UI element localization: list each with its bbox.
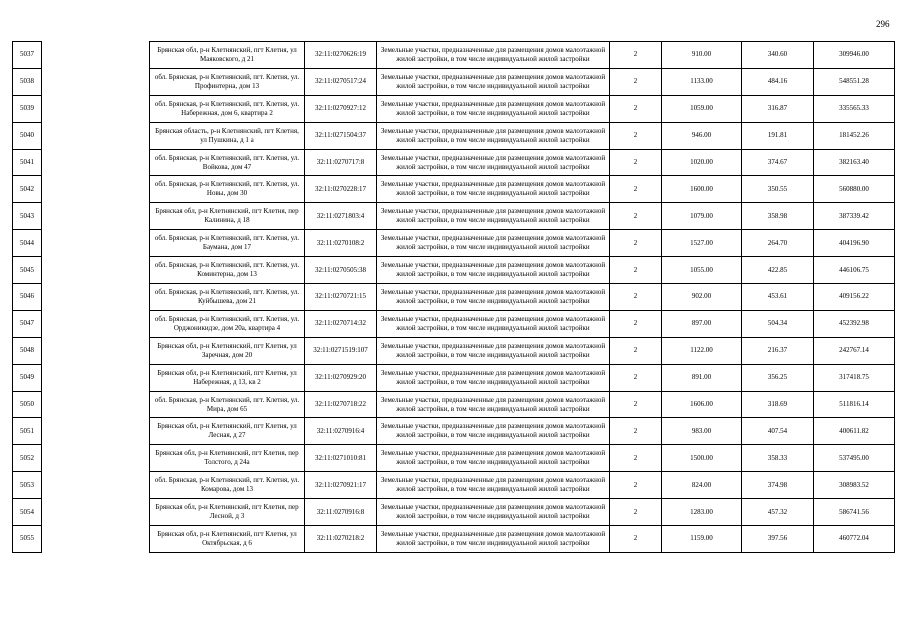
table-row [13,203,895,230]
page-number: 296 [876,19,890,29]
unit-value-cell: 358.33 [742,445,814,472]
unit-value-cell: 422.85 [742,257,814,284]
unit-value-cell: 191.81 [742,122,814,149]
table-row [13,68,895,95]
row-number-cell: 5046 [13,284,42,311]
area-cell: 1500.00 [662,445,742,472]
spacer-cell [42,499,150,526]
row-number-cell: 5053 [13,472,42,499]
row-number-cell: 5043 [13,203,42,230]
spacer-cell [42,203,150,230]
spacer-cell [42,284,150,311]
cadastral-value-cell: 560880.00 [814,176,895,203]
row-number-cell: 5042 [13,176,42,203]
row-number-cell: 5045 [13,257,42,284]
spacer-cell [42,68,150,95]
address-cell: обл. Брянская, р-н Клетнянский, пгт. Клетня, ул. Коминтерна, дом 13 [150,257,305,284]
group-cell: 2 [610,445,662,472]
permitted-use-cell: Земельные участки, предназначенные для размещения домов малоэтажной жилой застройки, в том числе индивидуальной жилой застройки [377,95,610,122]
cadastral-number-cell: 32:11:0270927:12 [305,95,377,122]
address-cell: Брянская обл, р-н Клетнянский, пгт Клетня, пер Лесной, д 3 [150,499,305,526]
row-number-cell: 5044 [13,230,42,257]
row-number-cell: 5054 [13,499,42,526]
table-row [13,95,895,122]
group-cell: 2 [610,149,662,176]
group-cell: 2 [610,68,662,95]
unit-value-cell: 318.69 [742,391,814,418]
area-cell: 1055.00 [662,257,742,284]
cadastral-value-cell: 586741.56 [814,499,895,526]
cadastral-value-cell: 382163.40 [814,149,895,176]
cadastral-value-cell: 400611.82 [814,418,895,445]
unit-value-cell: 504.34 [742,310,814,337]
area-cell: 1059.00 [662,95,742,122]
permitted-use-cell: Земельные участки, предназначенные для размещения домов малоэтажной жилой застройки, в том числе индивидуальной жилой застройки [377,418,610,445]
table-row [13,337,895,364]
table-row [13,42,895,69]
area-cell: 1606.00 [662,391,742,418]
spacer-cell [42,95,150,122]
table-row [13,391,895,418]
unit-value-cell: 340.60 [742,42,814,69]
cadastral-number-cell: 32:11:0270714:32 [305,310,377,337]
table-row [13,176,895,203]
row-number-cell: 5039 [13,95,42,122]
table-row [13,122,895,149]
group-cell: 2 [610,42,662,69]
table-row [13,310,895,337]
cadastral-value-cell: 242767.14 [814,337,895,364]
permitted-use-cell: Земельные участки, предназначенные для размещения домов малоэтажной жилой застройки, в том числе индивидуальной жилой застройки [377,364,610,391]
permitted-use-cell: Земельные участки, предназначенные для размещения домов малоэтажной жилой застройки, в том числе индивидуальной жилой застройки [377,122,610,149]
permitted-use-cell: Земельные участки, предназначенные для размещения домов малоэтажной жилой застройки, в том числе индивидуальной жилой застройки [377,499,610,526]
cadastral-number-cell: 32:11:0271803:4 [305,203,377,230]
table-row [13,445,895,472]
unit-value-cell: 216.37 [742,337,814,364]
row-number-cell: 5041 [13,149,42,176]
permitted-use-cell: Земельные участки, предназначенные для размещения домов малоэтажной жилой застройки, в том числе индивидуальной жилой застройки [377,526,610,553]
table-row [13,149,895,176]
row-number-cell: 5037 [13,42,42,69]
cadastral-value-cell: 404196.90 [814,230,895,257]
spacer-cell [42,391,150,418]
cadastral-number-cell: 32:11:0271519:107 [305,337,377,364]
address-cell: обл. Брянская, р-н Клетнянский, пгт. Клетня, ул. Новы, дом 30 [150,176,305,203]
address-cell: Брянская обл, р-н Клетнянский, пгт Клетня, ул Заречная, дом 20 [150,337,305,364]
address-cell: Брянская обл, р-н Клетнянский, пгт Клетня, ул Октябрьская, д 6 [150,526,305,553]
row-number-cell: 5038 [13,68,42,95]
permitted-use-cell: Земельные участки, предназначенные для размещения домов малоэтажной жилой застройки, в том числе индивидуальной жилой застройки [377,203,610,230]
permitted-use-cell: Земельные участки, предназначенные для размещения домов малоэтажной жилой застройки, в том числе индивидуальной жилой застройки [377,68,610,95]
row-number-cell: 5048 [13,337,42,364]
spacer-cell [42,42,150,69]
table-row [13,418,895,445]
permitted-use-cell: Земельные участки, предназначенные для размещения домов малоэтажной жилой застройки, в том числе индивидуальной жилой застройки [377,391,610,418]
spacer-cell [42,230,150,257]
spacer-cell [42,337,150,364]
cadastral-value-cell: 181452.26 [814,122,895,149]
cadastral-number-cell: 32:11:0270108:2 [305,230,377,257]
permitted-use-cell: Земельные участки, предназначенные для размещения домов малоэтажной жилой застройки, в том числе индивидуальной жилой застройки [377,445,610,472]
group-cell: 2 [610,284,662,311]
spacer-cell [42,472,150,499]
address-cell: Брянская область, р-н Клетнянский, пгт Клетня, ул Пушкина, д 1 а [150,122,305,149]
unit-value-cell: 453.61 [742,284,814,311]
address-cell: Брянская обл, р-н Клетнянский, пгт Клетня, пер Толстого, д 24а [150,445,305,472]
cadastral-number-cell: 32:11:0270721:15 [305,284,377,311]
permitted-use-cell: Земельные участки, предназначенные для размещения домов малоэтажной жилой застройки, в том числе индивидуальной жилой застройки [377,472,610,499]
area-cell: 946.00 [662,122,742,149]
row-number-cell: 5040 [13,122,42,149]
address-cell: обл. Брянская, р-н Клетнянский, пгт. Клетня, ул. Комарова, дом 13 [150,472,305,499]
land-plot-table [12,41,895,553]
group-cell: 2 [610,472,662,499]
cadastral-number-cell: 32:11:0270718:22 [305,391,377,418]
area-cell: 902.00 [662,284,742,311]
cadastral-value-cell: 335565.33 [814,95,895,122]
unit-value-cell: 457.32 [742,499,814,526]
cadastral-value-cell: 460772.04 [814,526,895,553]
table-row [13,284,895,311]
unit-value-cell: 374.67 [742,149,814,176]
spacer-cell [42,418,150,445]
group-cell: 2 [610,176,662,203]
spacer-cell [42,445,150,472]
spacer-cell [42,310,150,337]
group-cell: 2 [610,364,662,391]
group-cell: 2 [610,418,662,445]
cadastral-number-cell: 32:11:0271504:37 [305,122,377,149]
spacer-cell [42,526,150,553]
row-number-cell: 5051 [13,418,42,445]
group-cell: 2 [610,337,662,364]
permitted-use-cell: Земельные участки, предназначенные для размещения домов малоэтажной жилой застройки, в том числе индивидуальной жилой застройки [377,176,610,203]
unit-value-cell: 264.70 [742,230,814,257]
cadastral-number-cell: 32:11:0270916:4 [305,418,377,445]
row-number-cell: 5047 [13,310,42,337]
unit-value-cell: 407.54 [742,418,814,445]
spacer-cell [42,257,150,284]
unit-value-cell: 356.25 [742,364,814,391]
spacer-cell [42,149,150,176]
unit-value-cell: 484.16 [742,68,814,95]
permitted-use-cell: Земельные участки, предназначенные для размещения домов малоэтажной жилой застройки, в том числе индивидуальной жилой застройки [377,310,610,337]
area-cell: 891.00 [662,364,742,391]
group-cell: 2 [610,499,662,526]
table-row [13,257,895,284]
area-cell: 910.00 [662,42,742,69]
table-row [13,230,895,257]
group-cell: 2 [610,391,662,418]
table-row [13,526,895,553]
address-cell: Брянская обл, р-н Клетнянский, пгт Клетня, пер Калинина, д 18 [150,203,305,230]
cadastral-value-cell: 511816.14 [814,391,895,418]
area-cell: 983.00 [662,418,742,445]
cadastral-value-cell: 409156.22 [814,284,895,311]
spacer-cell [42,364,150,391]
area-cell: 1283.00 [662,499,742,526]
cadastral-value-cell: 537495.00 [814,445,895,472]
row-number-cell: 5052 [13,445,42,472]
cadastral-number-cell: 32:11:0270916:8 [305,499,377,526]
area-cell: 824.00 [662,472,742,499]
row-number-cell: 5049 [13,364,42,391]
group-cell: 2 [610,310,662,337]
cadastral-number-cell: 32:11:0270218:2 [305,526,377,553]
cadastral-number-cell: 32:11:0270921:17 [305,472,377,499]
address-cell: обл. Брянская, р-н Клетнянский, пгт. Клетня, ул. Профинтерна, дом 13 [150,68,305,95]
area-cell: 897.00 [662,310,742,337]
address-cell: обл. Брянская, р-н Клетнянский, пгт. Клетня, ул. Набережная, дом 6, квартира 2 [150,95,305,122]
spacer-cell [42,176,150,203]
cadastral-number-cell: 32:11:0271010:81 [305,445,377,472]
area-cell: 1159.00 [662,526,742,553]
address-cell: обл. Брянская, р-н Клетнянский, пгт. Клетня, ул. Орджоникидзе, дом 20а, квартира 4 [150,310,305,337]
area-cell: 1600.00 [662,176,742,203]
area-cell: 1122.00 [662,337,742,364]
unit-value-cell: 397.56 [742,526,814,553]
cadastral-value-cell: 446106.75 [814,257,895,284]
cadastral-number-cell: 32:11:0270505:38 [305,257,377,284]
group-cell: 2 [610,257,662,284]
cadastral-value-cell: 452392.98 [814,310,895,337]
cadastral-value-cell: 548551.28 [814,68,895,95]
address-cell: обл. Брянская, р-н Клетнянский, пгт. Клетня, ул. Мира, дом 65 [150,391,305,418]
cadastral-number-cell: 32:11:0270228:17 [305,176,377,203]
unit-value-cell: 358.98 [742,203,814,230]
group-cell: 2 [610,122,662,149]
cadastral-value-cell: 308983.52 [814,472,895,499]
cadastral-number-cell: 32:11:0270929:20 [305,364,377,391]
area-cell: 1020.00 [662,149,742,176]
row-number-cell: 5055 [13,526,42,553]
address-cell: обл. Брянская, р-н Клетнянский, пгт. Клетня, ул. Куйбышева, дом 21 [150,284,305,311]
permitted-use-cell: Земельные участки, предназначенные для размещения домов малоэтажной жилой застройки, в том числе индивидуальной жилой застройки [377,42,610,69]
group-cell: 2 [610,95,662,122]
cadastral-number-cell: 32:11:0270517:24 [305,68,377,95]
address-cell: обл. Брянская, р-н Клетнянский, пгт. Клетня, ул. Баумана, дом 17 [150,230,305,257]
group-cell: 2 [610,526,662,553]
cadastral-number-cell: 32:11:0270626:19 [305,42,377,69]
unit-value-cell: 374.98 [742,472,814,499]
table-body [13,42,895,553]
permitted-use-cell: Земельные участки, предназначенные для размещения домов малоэтажной жилой застройки, в том числе индивидуальной жилой застройки [377,149,610,176]
area-cell: 1079.00 [662,203,742,230]
unit-value-cell: 316.87 [742,95,814,122]
row-number-cell: 5050 [13,391,42,418]
area-cell: 1133.00 [662,68,742,95]
permitted-use-cell: Земельные участки, предназначенные для размещения домов малоэтажной жилой застройки, в том числе индивидуальной жилой застройки [377,230,610,257]
area-cell: 1527.00 [662,230,742,257]
group-cell: 2 [610,203,662,230]
permitted-use-cell: Земельные участки, предназначенные для размещения домов малоэтажной жилой застройки, в том числе индивидуальной жилой застройки [377,337,610,364]
cadastral-number-cell: 32:11:0270717:8 [305,149,377,176]
table-row [13,472,895,499]
address-cell: Брянская обл, р-н Клетнянский, пгт Клетня, ул Лесная, д 27 [150,418,305,445]
address-cell: Брянская обл, р-н Клетнянский, пгт Клетня, ул Набережная, д 13, кв 2 [150,364,305,391]
cadastral-value-cell: 387339.42 [814,203,895,230]
unit-value-cell: 350.55 [742,176,814,203]
table-row [13,499,895,526]
permitted-use-cell: Земельные участки, предназначенные для размещения домов малоэтажной жилой застройки, в том числе индивидуальной жилой застройки [377,284,610,311]
cadastral-value-cell: 317418.75 [814,364,895,391]
group-cell: 2 [610,230,662,257]
table-row [13,364,895,391]
address-cell: Брянская обл, р-н Клетнянский, пгт Клетня, ул Маяковского, д 21 [150,42,305,69]
cadastral-value-cell: 309946.00 [814,42,895,69]
address-cell: обл. Брянская, р-н Клетнянский, пгт. Клетня, ул. Войкова, дом 47 [150,149,305,176]
spacer-cell [42,122,150,149]
permitted-use-cell: Земельные участки, предназначенные для размещения домов малоэтажной жилой застройки, в том числе индивидуальной жилой застройки [377,257,610,284]
